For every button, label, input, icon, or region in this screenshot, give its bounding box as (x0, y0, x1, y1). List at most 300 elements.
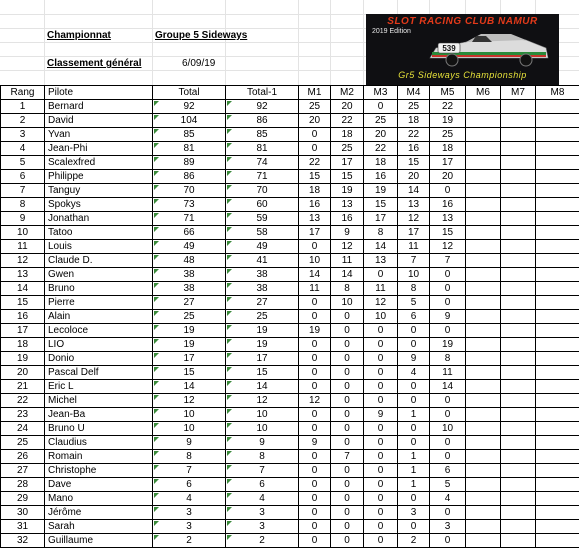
m1-cell[interactable]: 25 (299, 100, 331, 114)
m2-cell[interactable]: 22 (331, 114, 364, 128)
m5-cell[interactable]: 18 (430, 142, 466, 156)
m5-cell[interactable]: 0 (430, 324, 466, 338)
m1-cell[interactable]: 0 (299, 478, 331, 492)
rank-cell[interactable]: 29 (1, 492, 45, 506)
m1-cell[interactable]: 0 (299, 408, 331, 422)
m1-cell[interactable]: 14 (299, 268, 331, 282)
total-cell[interactable]: 4 (153, 492, 226, 506)
m1-cell[interactable]: 10 (299, 254, 331, 268)
total-minus-one-cell[interactable]: 19 (226, 324, 299, 338)
total-minus-one-cell[interactable]: 85 (226, 128, 299, 142)
m8-cell[interactable] (536, 352, 579, 366)
total-cell[interactable]: 10 (153, 408, 226, 422)
m3-cell[interactable]: 9 (364, 408, 398, 422)
total-minus-one-cell[interactable]: 74 (226, 156, 299, 170)
m7-cell[interactable] (501, 324, 536, 338)
pilot-cell[interactable]: Louis (45, 240, 153, 254)
total-minus-one-cell[interactable]: 15 (226, 366, 299, 380)
col-header-total-1[interactable]: Total-1 (226, 86, 299, 100)
m2-cell[interactable]: 8 (331, 282, 364, 296)
m3-cell[interactable]: 0 (364, 464, 398, 478)
m8-cell[interactable] (536, 268, 579, 282)
m3-cell[interactable]: 18 (364, 156, 398, 170)
m2-cell[interactable]: 0 (331, 464, 364, 478)
rank-cell[interactable]: 2 (1, 114, 45, 128)
m5-cell[interactable]: 6 (430, 464, 466, 478)
m7-cell[interactable] (501, 520, 536, 534)
m4-cell[interactable]: 5 (398, 296, 430, 310)
m2-cell[interactable]: 10 (331, 296, 364, 310)
m6-cell[interactable] (466, 268, 501, 282)
m5-cell[interactable]: 8 (430, 352, 466, 366)
m3-cell[interactable]: 14 (364, 240, 398, 254)
m7-cell[interactable] (501, 366, 536, 380)
col-header-m3[interactable]: M3 (364, 86, 398, 100)
m2-cell[interactable]: 0 (331, 380, 364, 394)
pilot-cell[interactable]: Guillaume (45, 534, 153, 548)
m5-cell[interactable]: 0 (430, 394, 466, 408)
m8-cell[interactable] (536, 156, 579, 170)
m2-cell[interactable]: 0 (331, 422, 364, 436)
total-cell[interactable]: 89 (153, 156, 226, 170)
m4-cell[interactable]: 0 (398, 324, 430, 338)
m1-cell[interactable]: 0 (299, 380, 331, 394)
m5-cell[interactable]: 20 (430, 170, 466, 184)
m1-cell[interactable]: 0 (299, 520, 331, 534)
col-header-m7[interactable]: M7 (501, 86, 536, 100)
m6-cell[interactable] (466, 338, 501, 352)
m4-cell[interactable]: 15 (398, 156, 430, 170)
m1-cell[interactable]: 0 (299, 296, 331, 310)
m1-cell[interactable]: 0 (299, 366, 331, 380)
m3-cell[interactable]: 0 (364, 492, 398, 506)
m8-cell[interactable] (536, 184, 579, 198)
m5-cell[interactable]: 0 (430, 282, 466, 296)
m3-cell[interactable]: 20 (364, 128, 398, 142)
m4-cell[interactable]: 25 (398, 100, 430, 114)
total-minus-one-cell[interactable]: 14 (226, 380, 299, 394)
m7-cell[interactable] (501, 450, 536, 464)
m1-cell[interactable]: 22 (299, 156, 331, 170)
m8-cell[interactable] (536, 506, 579, 520)
total-minus-one-cell[interactable]: 10 (226, 422, 299, 436)
total-cell[interactable]: 38 (153, 268, 226, 282)
m1-cell[interactable]: 0 (299, 352, 331, 366)
pilot-cell[interactable]: Philippe (45, 170, 153, 184)
m8-cell[interactable] (536, 254, 579, 268)
rank-cell[interactable]: 5 (1, 156, 45, 170)
m8-cell[interactable] (536, 422, 579, 436)
rank-cell[interactable]: 19 (1, 352, 45, 366)
m2-cell[interactable]: 0 (331, 338, 364, 352)
rank-cell[interactable]: 4 (1, 142, 45, 156)
m1-cell[interactable]: 0 (299, 422, 331, 436)
total-cell[interactable]: 81 (153, 142, 226, 156)
col-header-m8[interactable]: M8 (536, 86, 579, 100)
total-cell[interactable]: 38 (153, 282, 226, 296)
m6-cell[interactable] (466, 478, 501, 492)
pilot-cell[interactable]: Bernard (45, 100, 153, 114)
pilot-cell[interactable]: Claudius (45, 436, 153, 450)
m6-cell[interactable] (466, 380, 501, 394)
total-cell[interactable]: 92 (153, 100, 226, 114)
rank-cell[interactable]: 25 (1, 436, 45, 450)
m3-cell[interactable]: 0 (364, 338, 398, 352)
m3-cell[interactable]: 0 (364, 380, 398, 394)
m2-cell[interactable]: 0 (331, 478, 364, 492)
m2-cell[interactable]: 20 (331, 100, 364, 114)
m5-cell[interactable]: 22 (430, 100, 466, 114)
rank-cell[interactable]: 10 (1, 226, 45, 240)
m3-cell[interactable]: 16 (364, 170, 398, 184)
total-cell[interactable]: 3 (153, 520, 226, 534)
total-cell[interactable]: 6 (153, 478, 226, 492)
m6-cell[interactable] (466, 170, 501, 184)
rank-cell[interactable]: 23 (1, 408, 45, 422)
rank-cell[interactable]: 14 (1, 282, 45, 296)
total-cell[interactable]: 19 (153, 338, 226, 352)
m4-cell[interactable]: 7 (398, 254, 430, 268)
pilot-cell[interactable]: Claude D. (45, 254, 153, 268)
rank-cell[interactable]: 8 (1, 198, 45, 212)
m2-cell[interactable]: 7 (331, 450, 364, 464)
rank-cell[interactable]: 27 (1, 464, 45, 478)
total-cell[interactable]: 48 (153, 254, 226, 268)
m4-cell[interactable]: 13 (398, 198, 430, 212)
m5-cell[interactable]: 0 (430, 408, 466, 422)
m3-cell[interactable]: 0 (364, 534, 398, 548)
m2-cell[interactable]: 17 (331, 156, 364, 170)
rank-cell[interactable]: 3 (1, 128, 45, 142)
m3-cell[interactable]: 25 (364, 114, 398, 128)
m8-cell[interactable] (536, 282, 579, 296)
total-minus-one-cell[interactable]: 58 (226, 226, 299, 240)
m4-cell[interactable]: 0 (398, 338, 430, 352)
m2-cell[interactable]: 0 (331, 366, 364, 380)
rank-cell[interactable]: 28 (1, 478, 45, 492)
rank-cell[interactable]: 7 (1, 184, 45, 198)
col-header-rang[interactable]: Rang (1, 86, 45, 100)
m5-cell[interactable]: 25 (430, 128, 466, 142)
total-minus-one-cell[interactable]: 3 (226, 520, 299, 534)
m2-cell[interactable]: 0 (331, 352, 364, 366)
m3-cell[interactable]: 8 (364, 226, 398, 240)
m8-cell[interactable] (536, 478, 579, 492)
pilot-cell[interactable]: Alain (45, 310, 153, 324)
m1-cell[interactable]: 20 (299, 114, 331, 128)
m2-cell[interactable]: 9 (331, 226, 364, 240)
pilot-cell[interactable]: Tatoo (45, 226, 153, 240)
m1-cell[interactable]: 19 (299, 324, 331, 338)
m8-cell[interactable] (536, 450, 579, 464)
m3-cell[interactable]: 0 (364, 324, 398, 338)
m5-cell[interactable]: 16 (430, 198, 466, 212)
rank-cell[interactable]: 12 (1, 254, 45, 268)
total-minus-one-cell[interactable]: 4 (226, 492, 299, 506)
total-cell[interactable]: 19 (153, 324, 226, 338)
m5-cell[interactable]: 11 (430, 366, 466, 380)
m2-cell[interactable]: 0 (331, 436, 364, 450)
m8-cell[interactable] (536, 324, 579, 338)
m8-cell[interactable] (536, 366, 579, 380)
m6-cell[interactable] (466, 296, 501, 310)
m5-cell[interactable]: 0 (430, 436, 466, 450)
m8-cell[interactable] (536, 520, 579, 534)
m8-cell[interactable] (536, 338, 579, 352)
m6-cell[interactable] (466, 506, 501, 520)
m8-cell[interactable] (536, 436, 579, 450)
m1-cell[interactable]: 16 (299, 198, 331, 212)
pilot-cell[interactable]: David (45, 114, 153, 128)
m2-cell[interactable]: 0 (331, 394, 364, 408)
m6-cell[interactable] (466, 324, 501, 338)
m6-cell[interactable] (466, 128, 501, 142)
m7-cell[interactable] (501, 296, 536, 310)
m1-cell[interactable]: 0 (299, 240, 331, 254)
m3-cell[interactable]: 0 (364, 394, 398, 408)
total-cell[interactable]: 12 (153, 394, 226, 408)
m8-cell[interactable] (536, 128, 579, 142)
m7-cell[interactable] (501, 282, 536, 296)
m3-cell[interactable]: 19 (364, 184, 398, 198)
m5-cell[interactable]: 5 (430, 478, 466, 492)
m7-cell[interactable] (501, 142, 536, 156)
m3-cell[interactable]: 0 (364, 436, 398, 450)
total-cell[interactable]: 3 (153, 506, 226, 520)
total-minus-one-cell[interactable]: 81 (226, 142, 299, 156)
total-cell[interactable]: 25 (153, 310, 226, 324)
m7-cell[interactable] (501, 310, 536, 324)
rank-cell[interactable]: 16 (1, 310, 45, 324)
total-minus-one-cell[interactable]: 3 (226, 506, 299, 520)
m1-cell[interactable]: 12 (299, 394, 331, 408)
pilot-cell[interactable]: Spokys (45, 198, 153, 212)
m2-cell[interactable]: 0 (331, 408, 364, 422)
pilot-cell[interactable]: Romain (45, 450, 153, 464)
m2-cell[interactable]: 0 (331, 506, 364, 520)
total-cell[interactable]: 104 (153, 114, 226, 128)
m4-cell[interactable]: 3 (398, 506, 430, 520)
m6-cell[interactable] (466, 310, 501, 324)
m2-cell[interactable]: 25 (331, 142, 364, 156)
m5-cell[interactable]: 10 (430, 422, 466, 436)
m7-cell[interactable] (501, 506, 536, 520)
m4-cell[interactable]: 17 (398, 226, 430, 240)
m7-cell[interactable] (501, 338, 536, 352)
m6-cell[interactable] (466, 114, 501, 128)
pilot-cell[interactable]: Jean-Phi (45, 142, 153, 156)
m2-cell[interactable]: 0 (331, 534, 364, 548)
total-cell[interactable]: 14 (153, 380, 226, 394)
m4-cell[interactable]: 1 (398, 450, 430, 464)
total-cell[interactable]: 9 (153, 436, 226, 450)
m7-cell[interactable] (501, 268, 536, 282)
m7-cell[interactable] (501, 254, 536, 268)
rank-cell[interactable]: 11 (1, 240, 45, 254)
rank-cell[interactable]: 21 (1, 380, 45, 394)
pilot-cell[interactable]: Bruno (45, 282, 153, 296)
m4-cell[interactable]: 0 (398, 520, 430, 534)
m3-cell[interactable]: 17 (364, 212, 398, 226)
m8-cell[interactable] (536, 114, 579, 128)
m3-cell[interactable]: 12 (364, 296, 398, 310)
m8-cell[interactable] (536, 296, 579, 310)
m2-cell[interactable]: 18 (331, 128, 364, 142)
rank-cell[interactable]: 30 (1, 506, 45, 520)
total-cell[interactable]: 73 (153, 198, 226, 212)
pilot-cell[interactable]: LIO (45, 338, 153, 352)
m5-cell[interactable]: 0 (430, 296, 466, 310)
m8-cell[interactable] (536, 464, 579, 478)
total-minus-one-cell[interactable]: 41 (226, 254, 299, 268)
rank-cell[interactable]: 20 (1, 366, 45, 380)
m6-cell[interactable] (466, 282, 501, 296)
m1-cell[interactable]: 17 (299, 226, 331, 240)
total-minus-one-cell[interactable]: 38 (226, 282, 299, 296)
m5-cell[interactable]: 15 (430, 226, 466, 240)
m4-cell[interactable]: 6 (398, 310, 430, 324)
m6-cell[interactable] (466, 422, 501, 436)
rank-cell[interactable]: 18 (1, 338, 45, 352)
m1-cell[interactable]: 0 (299, 464, 331, 478)
col-header-m5[interactable]: M5 (430, 86, 466, 100)
m7-cell[interactable] (501, 170, 536, 184)
pilot-cell[interactable]: Jean-Ba (45, 408, 153, 422)
m1-cell[interactable]: 0 (299, 142, 331, 156)
m3-cell[interactable]: 0 (364, 366, 398, 380)
m3-cell[interactable]: 0 (364, 100, 398, 114)
pilot-cell[interactable]: Michel (45, 394, 153, 408)
pilot-cell[interactable]: Donio (45, 352, 153, 366)
m7-cell[interactable] (501, 240, 536, 254)
rank-cell[interactable]: 22 (1, 394, 45, 408)
m7-cell[interactable] (501, 436, 536, 450)
m4-cell[interactable]: 0 (398, 422, 430, 436)
pilot-cell[interactable]: Christophe (45, 464, 153, 478)
m4-cell[interactable]: 11 (398, 240, 430, 254)
m8-cell[interactable] (536, 226, 579, 240)
m7-cell[interactable] (501, 212, 536, 226)
pilot-cell[interactable]: Eric L (45, 380, 153, 394)
m3-cell[interactable]: 0 (364, 478, 398, 492)
m3-cell[interactable]: 0 (364, 268, 398, 282)
m4-cell[interactable]: 9 (398, 352, 430, 366)
m6-cell[interactable] (466, 450, 501, 464)
total-minus-one-cell[interactable]: 19 (226, 338, 299, 352)
m5-cell[interactable]: 0 (430, 184, 466, 198)
total-cell[interactable]: 27 (153, 296, 226, 310)
total-minus-one-cell[interactable]: 59 (226, 212, 299, 226)
m5-cell[interactable]: 0 (430, 534, 466, 548)
m7-cell[interactable] (501, 114, 536, 128)
m2-cell[interactable]: 0 (331, 310, 364, 324)
m5-cell[interactable]: 3 (430, 520, 466, 534)
m2-cell[interactable]: 19 (331, 184, 364, 198)
m8-cell[interactable] (536, 100, 579, 114)
m4-cell[interactable]: 0 (398, 492, 430, 506)
m2-cell[interactable]: 0 (331, 324, 364, 338)
col-header-m2[interactable]: M2 (331, 86, 364, 100)
m6-cell[interactable] (466, 254, 501, 268)
total-cell[interactable]: 71 (153, 212, 226, 226)
m2-cell[interactable]: 0 (331, 520, 364, 534)
total-cell[interactable]: 85 (153, 128, 226, 142)
m6-cell[interactable] (466, 492, 501, 506)
col-header-m6[interactable]: M6 (466, 86, 501, 100)
rank-cell[interactable]: 15 (1, 296, 45, 310)
pilot-cell[interactable]: Pierre (45, 296, 153, 310)
pilot-cell[interactable]: Scalexfred (45, 156, 153, 170)
m3-cell[interactable]: 0 (364, 520, 398, 534)
rank-cell[interactable]: 26 (1, 450, 45, 464)
m5-cell[interactable]: 13 (430, 212, 466, 226)
total-minus-one-cell[interactable]: 49 (226, 240, 299, 254)
total-cell[interactable]: 10 (153, 422, 226, 436)
pilot-cell[interactable]: Lecoloce (45, 324, 153, 338)
m6-cell[interactable] (466, 240, 501, 254)
pilot-cell[interactable]: Gwen (45, 268, 153, 282)
m6-cell[interactable] (466, 212, 501, 226)
m4-cell[interactable]: 16 (398, 142, 430, 156)
m1-cell[interactable]: 15 (299, 170, 331, 184)
col-header-m1[interactable]: M1 (299, 86, 331, 100)
m7-cell[interactable] (501, 198, 536, 212)
m7-cell[interactable] (501, 408, 536, 422)
m3-cell[interactable]: 0 (364, 450, 398, 464)
total-minus-one-cell[interactable]: 27 (226, 296, 299, 310)
pilot-cell[interactable]: Pascal Delf (45, 366, 153, 380)
m2-cell[interactable]: 11 (331, 254, 364, 268)
m8-cell[interactable] (536, 170, 579, 184)
m7-cell[interactable] (501, 184, 536, 198)
pilot-cell[interactable]: Dave (45, 478, 153, 492)
m3-cell[interactable]: 15 (364, 198, 398, 212)
m6-cell[interactable] (466, 226, 501, 240)
m4-cell[interactable]: 18 (398, 114, 430, 128)
m5-cell[interactable]: 12 (430, 240, 466, 254)
m5-cell[interactable]: 0 (430, 268, 466, 282)
rank-cell[interactable]: 1 (1, 100, 45, 114)
m1-cell[interactable]: 9 (299, 436, 331, 450)
m5-cell[interactable]: 19 (430, 114, 466, 128)
m3-cell[interactable]: 13 (364, 254, 398, 268)
m1-cell[interactable]: 0 (299, 310, 331, 324)
m8-cell[interactable] (536, 534, 579, 548)
total-minus-one-cell[interactable]: 8 (226, 450, 299, 464)
m3-cell[interactable]: 11 (364, 282, 398, 296)
m7-cell[interactable] (501, 464, 536, 478)
total-cell[interactable]: 8 (153, 450, 226, 464)
m8-cell[interactable] (536, 380, 579, 394)
m8-cell[interactable] (536, 142, 579, 156)
m4-cell[interactable]: 20 (398, 170, 430, 184)
m6-cell[interactable] (466, 100, 501, 114)
col-header-pilote[interactable]: Pilote (45, 86, 153, 100)
col-header-total[interactable]: Total (153, 86, 226, 100)
m2-cell[interactable]: 14 (331, 268, 364, 282)
m1-cell[interactable]: 0 (299, 534, 331, 548)
m4-cell[interactable]: 10 (398, 268, 430, 282)
m8-cell[interactable] (536, 394, 579, 408)
m4-cell[interactable]: 12 (398, 212, 430, 226)
m5-cell[interactable]: 0 (430, 506, 466, 520)
m2-cell[interactable]: 15 (331, 170, 364, 184)
m5-cell[interactable]: 7 (430, 254, 466, 268)
col-header-m4[interactable]: M4 (398, 86, 430, 100)
rank-cell[interactable]: 6 (1, 170, 45, 184)
m4-cell[interactable]: 22 (398, 128, 430, 142)
m6-cell[interactable] (466, 534, 501, 548)
